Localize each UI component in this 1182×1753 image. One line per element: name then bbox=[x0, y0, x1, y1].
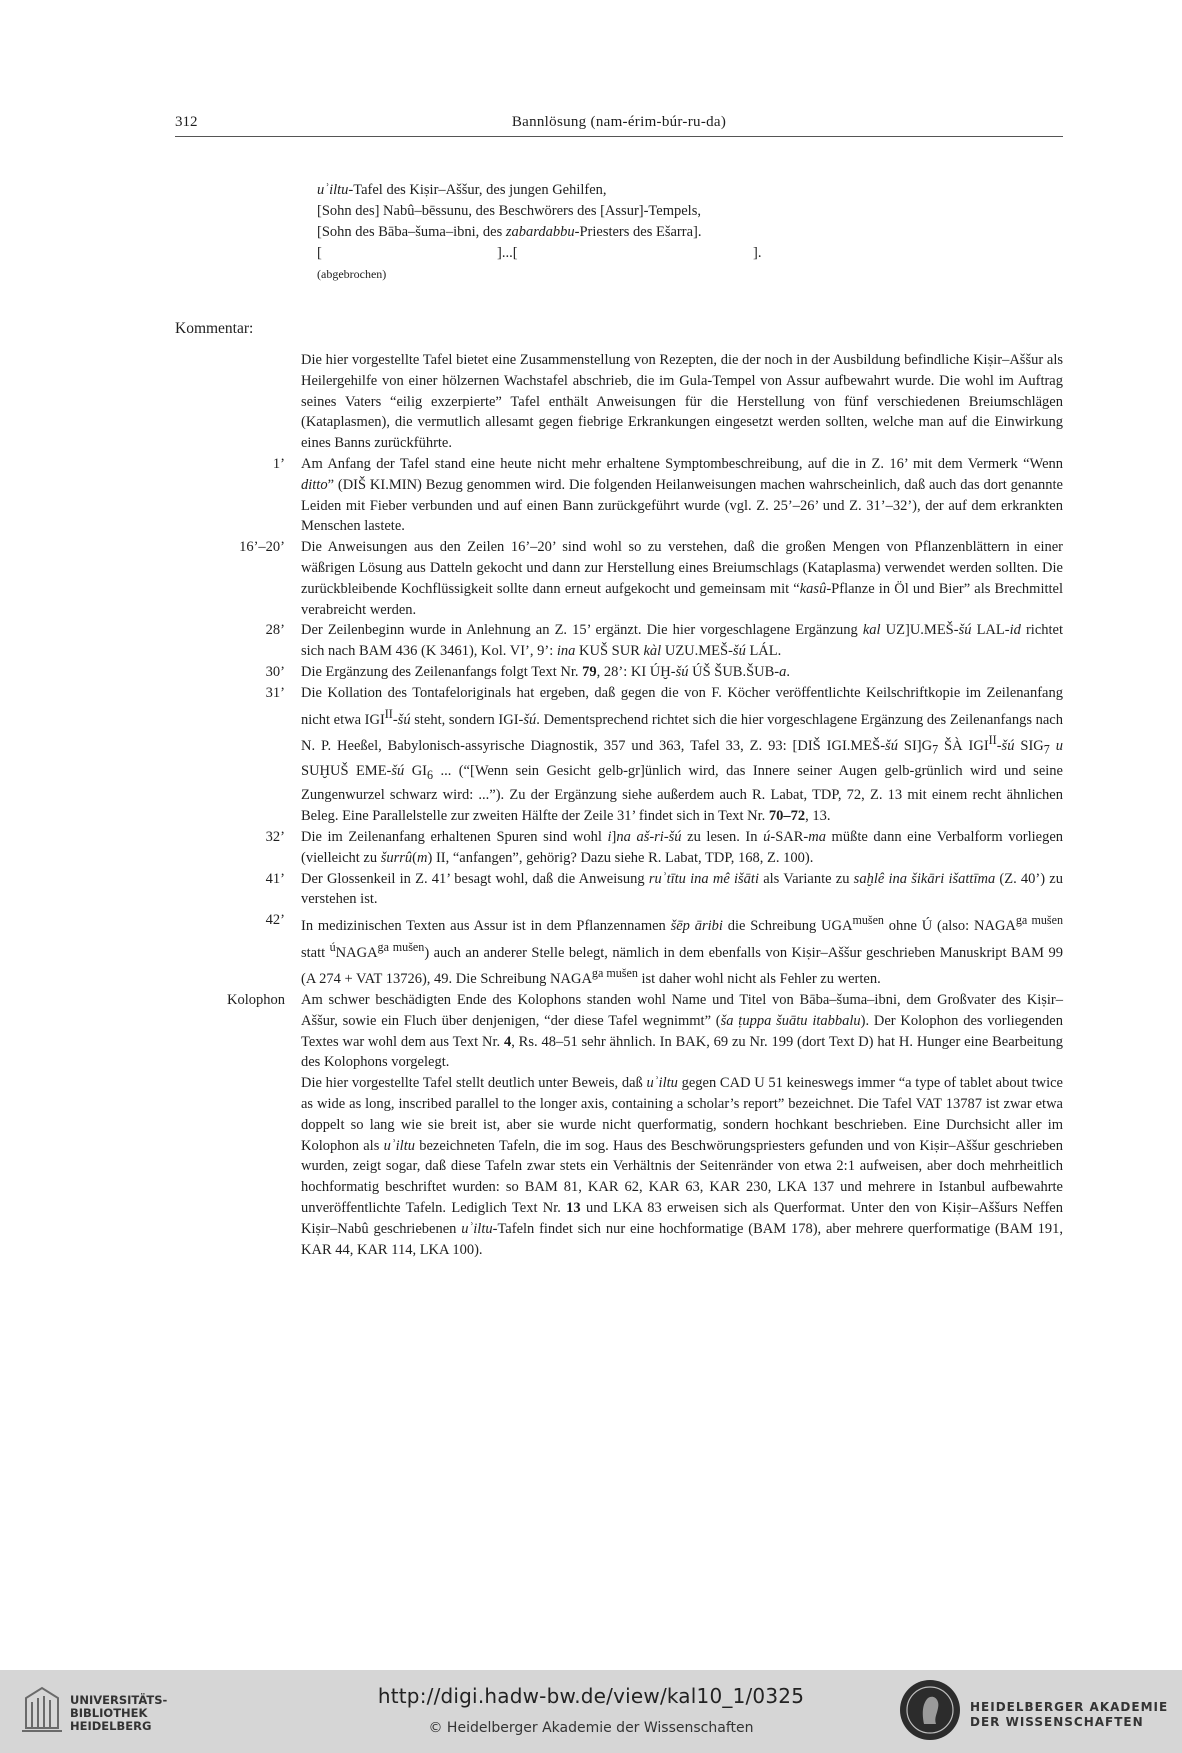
commentary-entry bbox=[175, 454, 1063, 537]
page-number: 312 bbox=[175, 114, 198, 130]
running-title: Bannlösung (nam-érim-búr-ru-da) bbox=[511, 114, 727, 130]
commentary-intro: Die hier vorgestellte Tafel bietet eine Zusammenstellung von Rezepten, die der noch in der Ausbildung befindliche Kiṣir–Aššur als Heilergehilfe von einer hölzernen Wachstafel abschrieb, die im Gula-Tempel von Assur aufbewahrt wurde. Die wohl im Auftrag seines Vaters “eilig exzerpierte” Tafel enthält Anweisungen für die Herstellung von fünf verschiedenen Breiumschlägen (Kataplasmen), die vermutlich allesamt gegen fiebrige Erkrankungen eingesetzt werden sollten, welche man auf die Einwirkung eines Banns zurückführte. bbox=[301, 352, 1063, 452]
entry-text: In medizinischen Texten aus Assur ist in dem Pflanzennamen šēp āribi die Schreibung $UGA^{mušen}$ ohne Ú (also: $NAGA^{ga mušen}$ statt $^úNAGA^{ga mušen}$) auch an anderer Stelle belegt, nämlich in dem ebenfalls von Kiṣir–Aššur geschrieben Manuskript BAM 99 (A 274 + VAT 13726), 49. Die Schreibung $NAGA^{ga mušen}$ ist daher wohl nicht als Fehler zu werten. bbox=[301, 913, 1064, 988]
commentary bbox=[175, 350, 1063, 1260]
line-reference: Kolophon bbox=[227, 992, 285, 1009]
colophon-line: [Sohn des] Nabû–bēssunu, des Beschwörers des [Assur]-Tempels, bbox=[317, 203, 701, 219]
entry-text: Der Glossenkeil in Z. 41’ besagt wohl, daß die Anweisung ruʾtītu ina mê išāti als Variante zu saḫlê ina šikāri išattīma (Z. 40’) zu verstehen ist. bbox=[301, 870, 1063, 908]
permalink-url[interactable]: http://digi.hadw-bw.de/view/kal10_1/0325 bbox=[377, 1684, 805, 1708]
commentary-entry bbox=[175, 537, 1063, 620]
digitization-footer: UNIVERSITÄTS- BIBLIOTHEK HEIDELBERG http://digi.hadw-bw.de/view/kal10_1/0325 © Heidelberger Akademie der Wissenschaften HEIDELBERGER AKADEMIE DER WISSENSCHAFTEN bbox=[0, 1670, 1182, 1753]
line-reference: 30’ bbox=[265, 663, 285, 680]
commentary-entry bbox=[175, 869, 1063, 911]
commentary-entry bbox=[175, 620, 1063, 662]
line-reference: 42’ bbox=[265, 912, 285, 929]
line-reference: 41’ bbox=[265, 870, 285, 887]
commentary-entry bbox=[175, 990, 1063, 1260]
page-header bbox=[175, 112, 1063, 137]
entry-text: Die Kollation des Tontafeloriginals hat ergeben, daß gegen die von F. Köcher veröffentlichte Keilschriftkopie im Zeilenanfang nicht etwa $IGI^{II}-šú$ steht, sondern IGI-šú. Dementsprechend richtet sich die hier vorgeschlagene Ergänzung des Zeilenanfangs nach N. P. Heeßel, Babylonisch-assyrische Diagnostik, 357 und 363, Tafel 33, Z. 93: [DIŠ IGI.MEŠ-šú $SI]G_7$ ŠÀ $IGI^{II}-šú$ $SIG_7$ u SUḪUŠ EME-šú $GI_6$ ... (“[Wenn sein Gesicht gelb-gr]ünlich wird, das Innere seiner Augen gelb-grünlich wird und seine Zungenwurzel schwarz wird: ...”). Zu der Ergänzung siehe außerdem auch R. Labat, TDP, 72, Z. 13 mit einem recht ähnlichen Beleg. Eine Parallelstelle zur zweiten Hälfte der Zeile 31’ findet sich in Text Nr. 70–72, 13. bbox=[301, 684, 1063, 825]
broken-note: (abgebrochen) bbox=[317, 267, 387, 281]
entry-text: Am Anfang der Tafel stand eine heute nicht mehr erhaltene Symptombeschreibung, auf die in Z. 16’ mit dem Vermerk “Wenn ditto” (DIŠ KI.MIN) Bezug genommen wird. Die folgenden Heilanweisungen machen wahrscheinlich, daß auch das dort genannte Leiden mit Fieber verbunden und auf einen Bann zurückgeführt wurde (vgl. Z. 25’–26’ und Z. 31’–32’), der auf dem erkrankten Menschen lastete. bbox=[301, 455, 1063, 535]
academy-logo[interactable]: HEIDELBERGER AKADEMIE DER WISSENSCHAFTEN bbox=[900, 1680, 1162, 1742]
line-reference: 1’ bbox=[272, 455, 285, 472]
commentary-heading: Kommentar: bbox=[175, 320, 254, 337]
academy-seal-icon bbox=[900, 1680, 960, 1740]
copyright-notice: © Heidelberger Akademie der Wissenschaften bbox=[428, 1720, 754, 1736]
entry-text: Die im Zeilenanfang erhaltenen Spuren sind wohl i]na aš-ri-šú zu lesen. In ú-SAR-ma müßte dann eine Verbalform vorliegen (vielleicht zu šurrû(m) II, “anfangen”, gehörig? Dazu siehe R. Labat, TDP, 168, Z. 100). bbox=[301, 828, 1064, 866]
line-reference: 28’ bbox=[265, 622, 285, 639]
commentary-entry bbox=[175, 683, 1063, 827]
commentary-entry bbox=[175, 827, 1063, 869]
colophon-gap-line: [ ]...[ ]. bbox=[317, 245, 762, 261]
colophon-translation bbox=[317, 180, 777, 284]
entry-text: Der Zeilenbeginn wurde in Anlehnung an Z. 15’ ergänzt. Die hier vorgeschlagene Ergänzung kal UZ]U.MEŠ-šú LAL-id richtet sich nach BAM 436 (K 3461), Kol. VI’, 9’: ina KUŠ SUR kàl UZU.MEŠ-šú LÁL. bbox=[301, 622, 1063, 660]
entry-text: Die Ergänzung des Zeilenanfangs folgt Text Nr. 79, 28’: KI ÚḪ-šú ÚŠ ŠUB.ŠUB-a. bbox=[301, 663, 790, 680]
commentary-entry bbox=[175, 910, 1063, 990]
commentary-entry bbox=[175, 662, 1063, 683]
entry-text: Die Anweisungen aus den Zeilen 16’–20’ sind wohl so zu verstehen, daß die großen Mengen von Pflanzenblättern in einer wäßrigen Lösung aus Datteln gekocht und dann zur Herstellung eines Breiumschlags (Kataplasma) verwendet werden sollten. Die zurückbleibende Kochflüssigkeit sollte dann erneut aufgekocht und gemeinsam mit “kasû-Pflanze in Öl und Bier” als Brechmittel verabreicht werden. bbox=[301, 539, 1064, 618]
line-reference: 16’–20’ bbox=[239, 539, 285, 556]
line-reference: 31’ bbox=[265, 684, 285, 701]
colophon-line: uʾiltu-Tafel des Kiṣir–Aššur, des jungen Gehilfen, bbox=[317, 182, 607, 198]
entry-text: Am schwer beschädigten Ende des Kolophons standen wohl Name und Titel von Bāba–šuma–ibni, dem Großvater des Kiṣir–Aššur, sowie ein Fluch über denjenigen, “der diese Tafel wegnimmt” (ša ṭuppa šuātu itabbalu). Der Kolophon des vorliegenden Textes war wohl dem aus Text Nr. 4, Rs. 48–51 sehr ähnlich. In BAK, 69 zu Nr. 199 (dort Text D) hat H. Hunger eine Bearbeitung des Kolophons vorgelegt. Die hier vorgestellte Tafel stellt deutlich unter Beweis, daß uʾiltu gegen CAD U 51 keineswegs immer “a type of tablet about twice as wide as long, inscribed parallel to the longer axis, containing a scholar’s report” bezeichnet. Die Tafel VAT 13787 ist zwar etwa doppelt so lang wie sie breit ist, aber sie wurde nicht querformatig, sondern hochkant beschrieben. Eine Durchsicht aller im Kolophon als uʾiltu bezeichneten Tafeln, die im sog. Haus des Beschwörungspriesters gefunden und von Kiṣir–Aššur geschrieben wurden, zeigt sogar, daß diese Tafeln zwar stets ein Verhältnis der Seitenränder von etwa 2:1 aufweisen, aber doch mehrheitlich hochformatig beschriftet wurden: so BAM 81, KAR 62, KAR 63, KAR 230, LKA 137 und mehrere in Istanbul aufbewahrte unveröffentlichte Tafeln. Lediglich Text Nr. 13 und LKA 83 erweisen sich als Querformat. Unter den von Kiṣir–Aššurs Neffen Kiṣir–Nabû geschriebenen uʾiltu-Tafeln findet sich nur eine hochformatige (BAM 178), aber mehrere querformatige (BAM 191, KAR 44, KAR 114, LKA 100). bbox=[301, 992, 1064, 1258]
colophon-line: [Sohn des Bāba–šuma–ibni, des zabardabbu-Priesters des Ešarra]. bbox=[317, 224, 702, 240]
line-reference: 32’ bbox=[265, 828, 285, 845]
